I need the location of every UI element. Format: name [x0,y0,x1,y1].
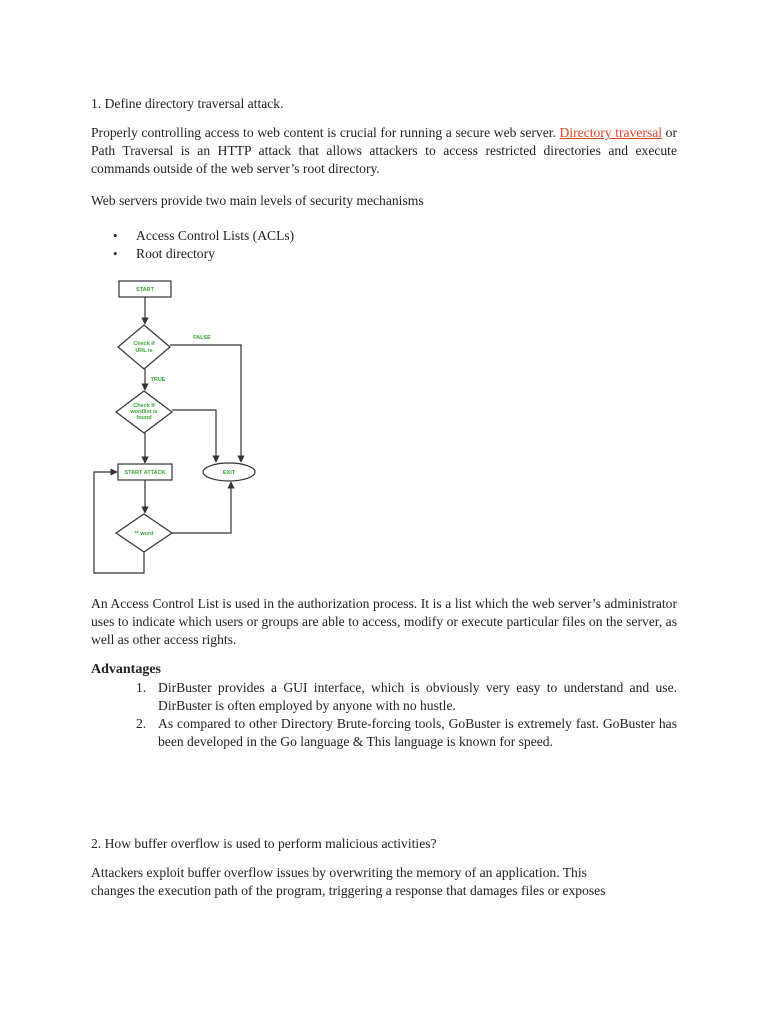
label-check-url-2: URL is [135,348,153,354]
advantage-text-1: DirBuster provides a GUI interface, which is obviously very easy to understand and use. DirBuster is often employed by anyone with no hustle. [158,680,677,713]
list-item [91,679,677,715]
arrow-false-to-exit [170,345,241,462]
bullet-root-directory: Root directory [136,246,215,261]
buffer-overflow-line-1: Attackers exploit buffer overflow issues by overwriting the memory of an application. This [91,865,587,880]
label-check-wordlist-2: wordlist is [130,409,158,415]
section1-heading: 1. Define directory traversal attack. [91,96,284,111]
advantages-heading: Advantages [91,662,162,677]
label-start: START [136,287,154,293]
list-item [91,245,651,263]
acl-paragraph: An Access Control List is used in the authorization process. It is a list which the web server’s administrator uses to indicate which users or groups are able to access, modify or execute particular files on the server, as well as other access rights. [91,596,677,647]
label-word: ** word [134,531,154,537]
label-check-url-1: Check if [133,341,155,347]
mechanisms-text: Web servers provide two main levels of security mechanisms [91,193,424,208]
list-item [91,227,651,245]
arrow-word-to-exit [172,482,231,533]
list-number: 1. [136,680,147,695]
label-false: FALSE [193,335,211,341]
label-true: TRUE [150,377,166,383]
section2-heading: 2. How buffer overflow is used to perform malicious activities? [91,836,437,851]
directory-traversal-link[interactable]: Directory traversal [559,125,663,140]
bullet-acl: Access Control Lists (ACLs) [136,228,295,243]
list-item [91,715,677,751]
label-exit: EXIT [222,470,236,476]
advantages-list [91,679,677,751]
mechanisms-list [91,227,651,263]
label-check-wordlist-1: Check if [133,403,155,409]
buffer-overflow-line-2: changes the execution path of the program, triggering a response that damages files or exposes [91,883,606,898]
list-number: 2. [136,716,147,731]
advantage-text-2: As compared to other Directory Brute-forcing tools, GoBuster is extremely fast. GoBuster has been developed in the Go language & This language is known for speed. [158,716,677,749]
check-url-diamond [118,325,170,369]
label-check-wordlist-3: found [136,415,152,421]
intro-paragraph [91,124,677,178]
arrow-wordlist-to-exit [172,410,216,462]
flowchart-diagram [88,277,260,577]
intro-text-after: or Path Traversal is an HTTP attack that allows attackers to access restricted directories and execute commands outside of the web server’s root directory. [91,125,677,176]
intro-text-before: Properly controlling access to web content is crucial for running a secure web server. [91,125,560,140]
label-start-attack: START ATTACK [124,470,166,476]
